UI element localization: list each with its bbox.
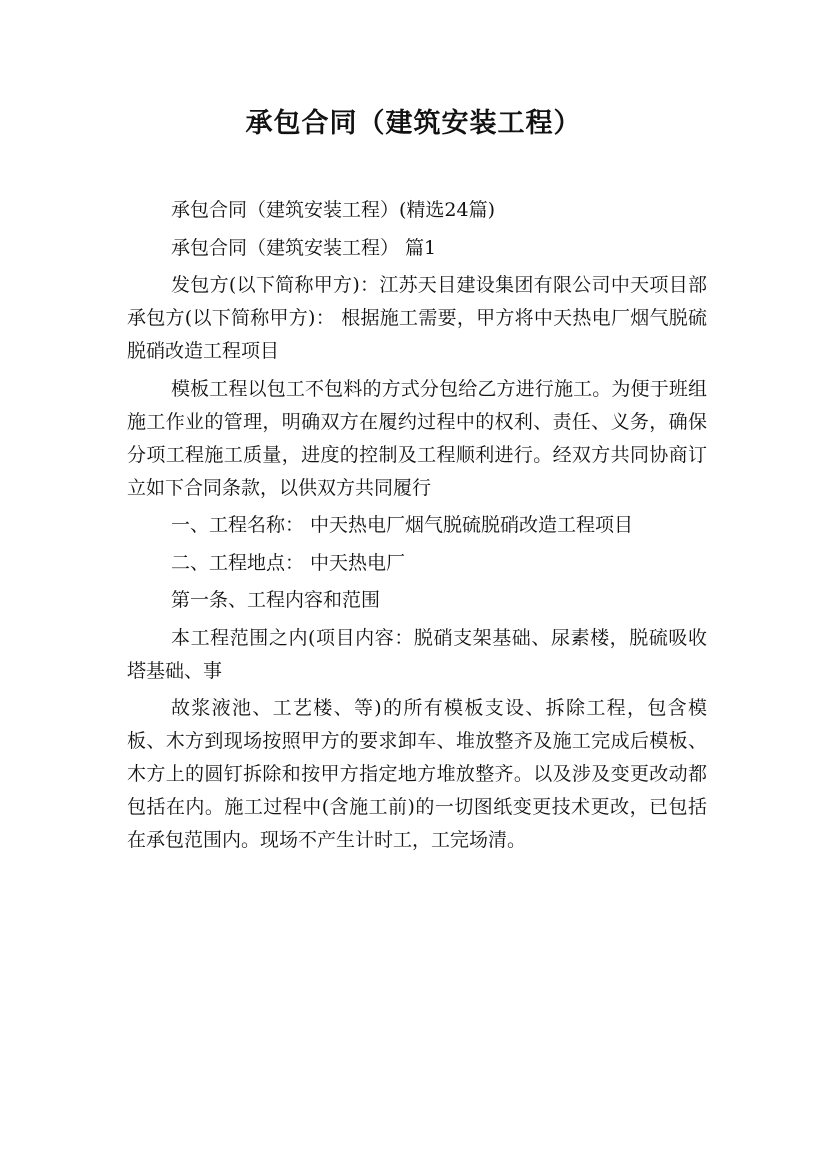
paragraph-purpose: 模板工程以包工不包料的方式分包给乙方进行施工。为便于班组施工作业的管理，明确双方在履约过程中的权利、责任、义务，确保分项工程施工质量，进度的控制及工程顺利进行。经双方共同协商订立如下合同条款，以供双方共同履行 [127, 377, 707, 499]
paragraph-scope-details: 故浆液池、工艺楼、等)的所有模板支设、拆除工程，包含模板、木方到现场按照甲方的要求卸车、堆放整齐及施工完成后模板、木方上的圆钉拆除和按甲方指定地方堆放整齐。以及涉及变更改动都包括在内。施工过程中(含施工前)的一切图纸变更技术更改，已包括在承包范围内。现场不产生计时工，工完场清。 [127, 697, 707, 851]
paragraph-scope-intro: 本工程范围之内(项目内容：脱硝支架基础、尿素楼，脱硫吸收塔基础、事 [127, 626, 707, 682]
document-title: 承包合同（建筑安装工程） [245, 108, 582, 139]
paragraph-project-name: 一、工程名称： 中天热电厂烟气脱硫脱硝改造工程项目 [171, 514, 634, 536]
paragraph-parties: 发包方(以下简称甲方)：江苏天目建设集团有限公司中天项目部 承包方(以下简称甲方)： 根据施工需要，甲方将中天热电厂烟气脱硫脱硝改造工程项目 [127, 274, 707, 362]
paragraph-article-one: 第一条、工程内容和范围 [171, 589, 381, 611]
paragraph-project-location: 二、工程地点： 中天热电厂 [171, 551, 406, 574]
paragraph-subtitle: 承包合同（建筑安装工程）(精选24篇) [171, 199, 496, 221]
document-body [127, 194, 707, 862]
paragraph-section-heading: 承包合同（建筑安装工程） 篇1 [171, 236, 437, 259]
